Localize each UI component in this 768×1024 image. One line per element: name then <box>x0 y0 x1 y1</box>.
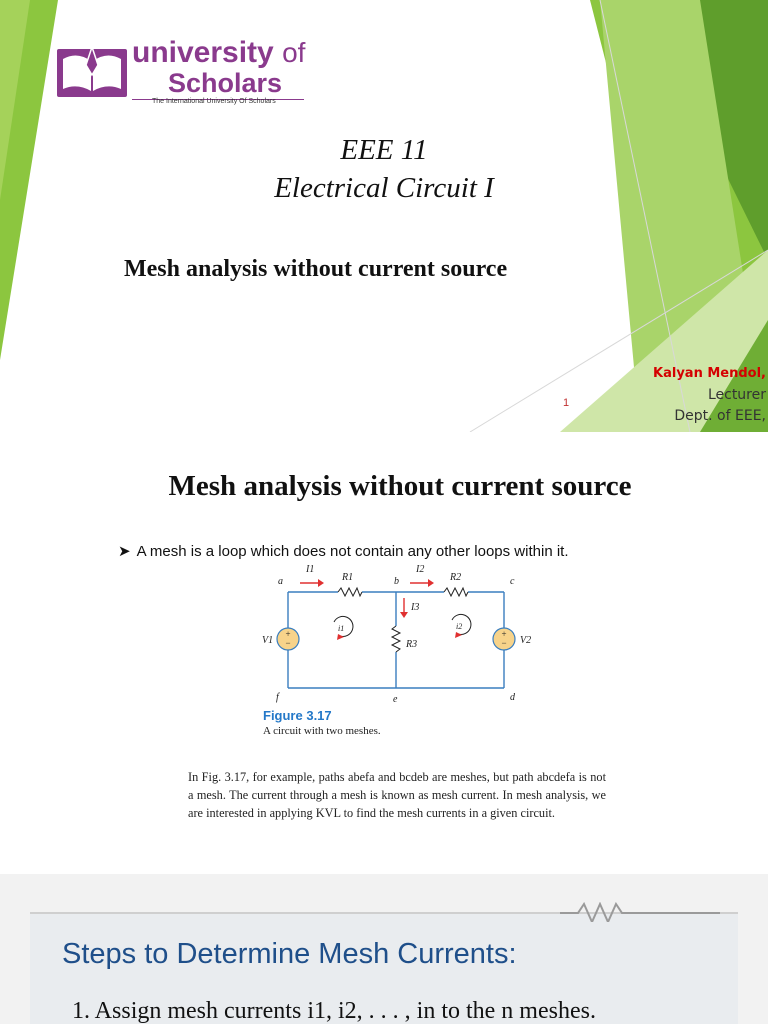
svg-text:−: − <box>501 638 507 648</box>
slide-number: 1 <box>563 397 570 409</box>
author-position: Lecturer <box>707 387 766 403</box>
course-title: Electrical Circuit I <box>274 172 494 204</box>
current-I2-label: I2 <box>416 564 425 575</box>
node-a-label: a <box>278 576 283 587</box>
resistor-r2-icon <box>444 588 468 596</box>
bullet-text: A mesh is a loop which does not contain any other loops within it. <box>136 543 569 560</box>
resistor-r1-icon <box>338 588 362 596</box>
logo-scholars-text: Scholars <box>168 68 283 98</box>
mesh-i2-label: i2 <box>456 622 463 631</box>
source-V2-label: V2 <box>520 635 532 646</box>
author-name: Kalyan Mendol, <box>653 366 766 381</box>
current-I1-label: I1 <box>306 564 315 575</box>
slide-title: Steps to Determine Mesh Currents: <box>62 938 517 970</box>
slide-title: Mesh analysis without current source <box>168 470 632 502</box>
zigzag-decoration-icon <box>560 902 720 922</box>
resistor-R2-label: R2 <box>450 572 462 583</box>
logo-tagline: The International University Of Scholars <box>152 98 276 105</box>
node-b-label: b <box>394 576 399 587</box>
node-e-label: e <box>393 694 398 705</box>
svg-text:−: − <box>285 638 291 648</box>
bullet-arrow-icon: ➤ <box>118 543 131 560</box>
voltage-source-v1-icon <box>277 628 299 650</box>
author-department: Dept. of EEE, <box>674 408 766 424</box>
title-slide <box>0 0 768 432</box>
course-code: EEE 11 <box>340 134 428 166</box>
node-c-label: c <box>510 576 515 587</box>
university-logo-icon <box>57 45 127 97</box>
resistor-R1-label: R1 <box>342 572 354 583</box>
current-I3-label: I3 <box>411 602 420 613</box>
logo-of-text: of <box>282 37 306 68</box>
figure-caption-title: Figure 3.17 <box>263 708 332 723</box>
mesh-i1-label: i1 <box>338 624 345 633</box>
svg-text:+: + <box>501 629 507 639</box>
node-f-label: f <box>276 692 279 703</box>
mesh-steps-slide <box>0 874 768 1024</box>
resistor-R3-label: R3 <box>406 639 418 650</box>
resistor-r3-icon <box>392 626 400 652</box>
logo-wordmark <box>132 36 305 70</box>
figure-caption: A circuit with two meshes. <box>263 725 381 737</box>
mesh-definition-slide <box>0 432 768 874</box>
slide-subtitle: Mesh analysis without current source <box>124 256 508 282</box>
node-d-label: d <box>510 692 515 703</box>
voltage-source-v2-icon <box>493 628 515 650</box>
step-item: 1. Assign mesh currents i1, i2, . . . , in to the n meshes. <box>72 998 596 1024</box>
body-paragraph: In Fig. 3.17, for example, paths abefa and bcdeb are meshes, but path abcdefa is not a mesh. The current through a mesh is known as mesh current. In mesh analysis, we are interested in applying KVL to find the mesh currents in a given circuit. <box>188 770 606 820</box>
svg-text:+: + <box>285 629 291 639</box>
source-V1-label: V1 <box>262 635 274 646</box>
logo-university-text: university <box>132 36 274 69</box>
